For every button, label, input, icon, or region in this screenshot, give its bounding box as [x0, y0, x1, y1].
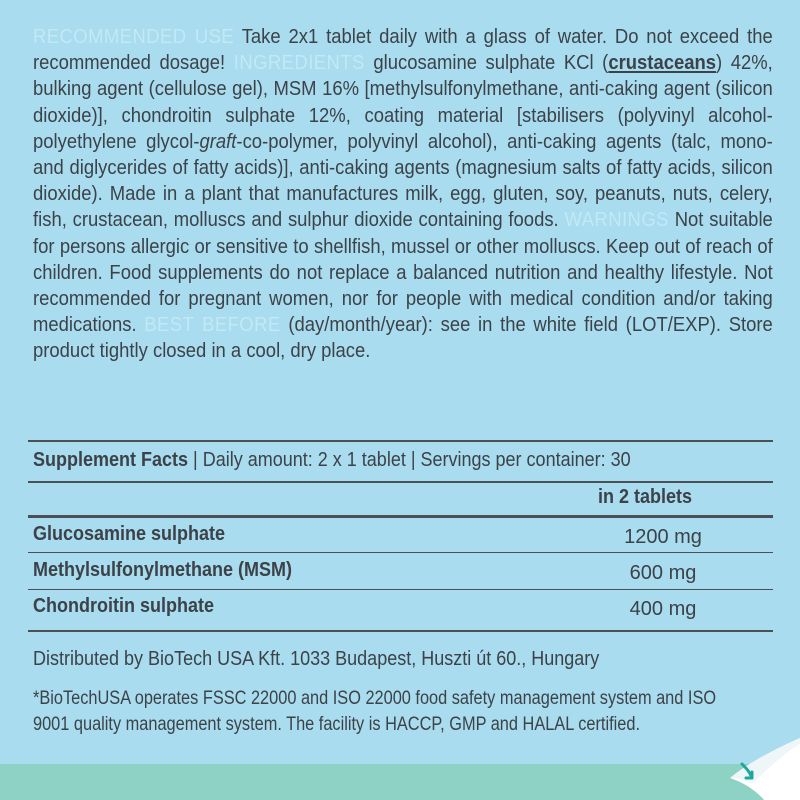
distributor-info: Distributed by BioTech USA Kft. 1033 Budapest, Huszti út 60., Hungary [33, 648, 600, 670]
ingredients-text-part3: -co-polymer, polyvinyl alcohol), anti-caking agents (talc, mono- and diglycerides of fatty acids)], anti-caking agents (magnesium salts of fatty acids, silicon dioxide). Made in a plant that manufactures milk, egg, gluten, soy, peanuts, nuts, celery, fish, crustacean, molluscs and sulphur dioxide containing foods. [33, 129, 773, 232]
bottom-color-band [0, 764, 800, 800]
allergen-crustaceans: crustaceans [608, 51, 717, 75]
facts-row-name: Methylsulfonylmethane (MSM) [33, 559, 293, 581]
divider-thick [28, 515, 773, 518]
divider-row [28, 589, 773, 590]
ingredients-text-part2: ) 42%, bulking agent (cellulose gel), MSM 16% [methylsulfonylmethane, anti-caking agent (silicon dioxide)], chondroitin sulphate 12%, coating material [stabilisers (polyvinyl alcohol-polyethylene glycol- [33, 51, 773, 153]
divider-row [28, 552, 773, 553]
directions-ingredients-paragraph [33, 24, 773, 365]
ingredients-italic-graft: graft [199, 129, 237, 153]
divider-header [28, 481, 773, 483]
best-before-heading: BEST BEFORE [144, 313, 281, 337]
page-curl-icon [712, 738, 800, 800]
ingredients-text-part1: glucosamine sulphate KCl ( [373, 51, 609, 75]
recommended-use-text: Take 2x1 tablet daily with a glass of water. Do not exceed the recommended dosage! [33, 25, 773, 75]
recommended-use-heading: RECOMMENDED USE [33, 25, 235, 48]
facts-row-name: Glucosamine sulphate [33, 523, 226, 545]
facts-row-name: Chondroitin sulphate [33, 595, 214, 617]
divider-bottom [28, 630, 773, 632]
facts-row-amount: 1200 mg [624, 526, 702, 548]
divider-top [28, 440, 773, 442]
supplement-facts-title: Supplement Facts [33, 449, 189, 471]
daily-amount-text: | Daily amount: 2 x 1 tablet | Servings per container: 30 [193, 449, 631, 471]
best-before-text: (day/month/year): see in the white field (LOT/EXP). Store product tightly closed in a cool, dry place. [33, 313, 773, 363]
amount-column-header: in 2 tablets [598, 486, 693, 508]
facts-row-amount: 600 mg [629, 562, 697, 584]
facts-row-amount: 400 mg [629, 598, 697, 620]
certification-note: *BioTechUSA operates FSSC 22000 and ISO 22000 food safety management system and ISO 9001 quality management system. The facility is HACCP, GMP and HALAL certified. [33, 688, 717, 735]
warnings-heading: WARNINGS [564, 208, 669, 232]
warnings-text: Not suitable for persons allergic or sensitive to shellfish, mussel or other molluscs. Keep out of reach of children. Food supplements do not replace a balanced nutrition and healthy lifestyle. Not recommended for pregnant women, nor for people with medical condition and/or taking medications. [33, 208, 773, 337]
ingredients-heading: INGREDIENTS [233, 51, 365, 75]
supplement-facts-header [33, 449, 631, 472]
